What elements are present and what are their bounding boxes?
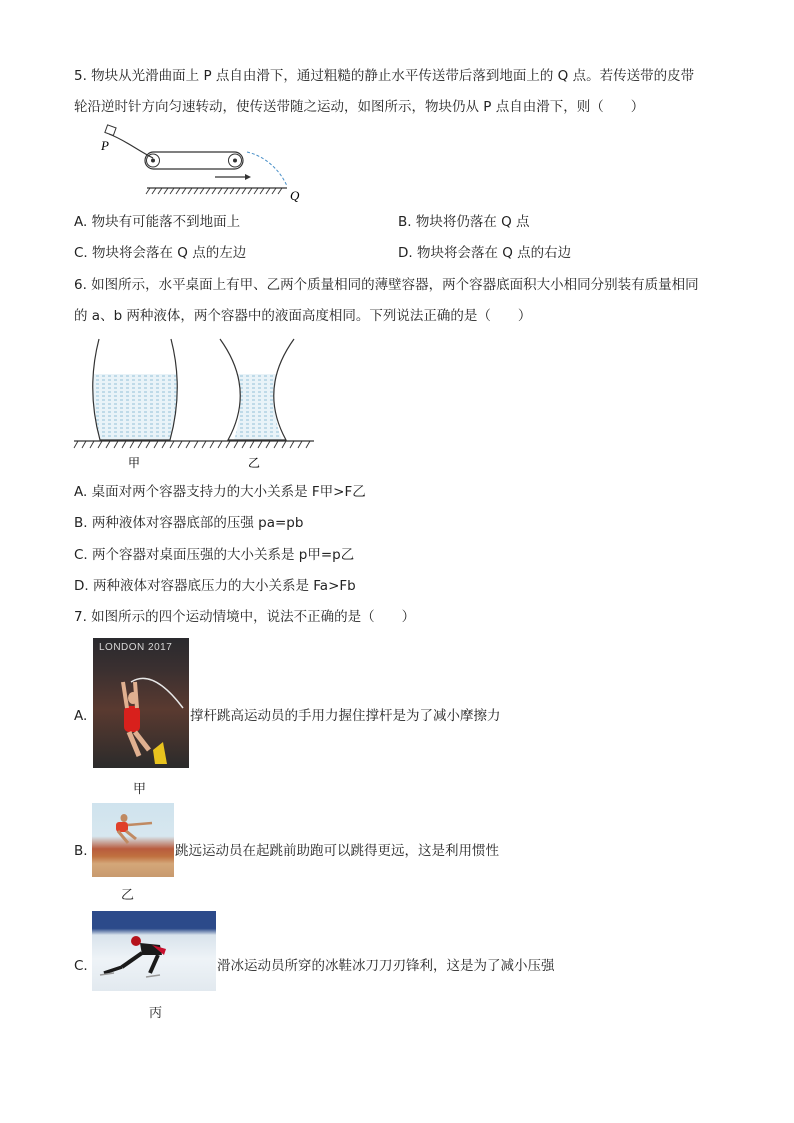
label-p: P	[101, 138, 109, 153]
q6-containers-figure	[72, 334, 322, 474]
q6-option-a[interactable]: A. 桌面对两个容器支持力的大小关系是 F甲>F乙	[74, 484, 366, 500]
q7-caption-bing: 丙	[149, 1006, 163, 1021]
q7-text-line1: 7. 如图所示的四个运动情境中，说法不正确的是（ ）	[74, 609, 416, 625]
q6-option-d[interactable]: D. 两种液体对容器底压力的大小关系是 Fa>Fb	[74, 578, 356, 594]
trajectory	[247, 152, 287, 186]
smooth-curve	[109, 134, 153, 158]
q6-option-b[interactable]: B. 两种液体对容器底部的压强 pa=pb	[74, 515, 304, 531]
q7-option-c-text[interactable]: 滑冰运动员所穿的冰鞋冰刀刀刃锋利，这是为了减小压强	[217, 958, 555, 974]
pole-vault-photo	[93, 638, 189, 768]
q5-option-a[interactable]: A. 物块有可能落不到地面上	[74, 214, 241, 230]
q7-caption-jia: 甲	[133, 782, 147, 797]
block	[105, 125, 116, 136]
q7-option-b-text[interactable]: 跳远运动员在起跳前助跑可以跳得更远，这是利用惯性	[175, 843, 499, 859]
q5-option-d[interactable]: D. 物块将会落在 Q 点的右边	[398, 245, 572, 261]
q5-text-line1: 5. 物块从光滑曲面上 P 点自由滑下，通过粗糙的静止水平传送带后落到地面上的 Q 点。若传送带的皮带	[74, 68, 695, 84]
q7-option-c-letter[interactable]: C.	[74, 958, 88, 974]
q7-option-a-text[interactable]: 撑杆跳高运动员的手用力握住撑杆是为了减小摩擦力	[190, 708, 501, 724]
q6-text-line2: 的 a、b 两种液体，两个容器中的液面高度相同。下列说法正确的是（ ）	[74, 308, 532, 324]
q6-text-line1: 6. 如图所示，水平桌面上有甲、乙两个质量相同的薄壁容器，两个容器底面积大小相同分别装有质量相同	[74, 277, 699, 293]
q5-text-line2: 轮沿逆时针方向匀速转动，使传送带随之运动，如图所示，物块仍从 P 点自由滑下，则（ ）	[74, 99, 645, 115]
photo-banner: LONDON 2017	[99, 642, 173, 653]
q5-conveyor-figure	[95, 122, 310, 204]
label-jia: 甲	[128, 456, 141, 470]
long-jump-photo	[92, 803, 174, 877]
q7-caption-yi: 乙	[121, 888, 135, 903]
container-jia-liquid	[93, 374, 177, 440]
q7-option-a-letter[interactable]: A.	[74, 708, 88, 724]
q5-option-b[interactable]: B. 物块将仍落在 Q 点	[398, 214, 530, 230]
q6-option-c[interactable]: C. 两个容器对桌面压强的大小关系是 p甲=p乙	[74, 547, 355, 563]
speed-skating-photo	[92, 911, 216, 991]
label-q: Q	[290, 188, 300, 203]
q5-option-c[interactable]: C. 物块将会落在 Q 点的左边	[74, 245, 247, 261]
label-yi: 乙	[248, 456, 261, 470]
q7-option-b-letter[interactable]: B.	[74, 843, 88, 859]
